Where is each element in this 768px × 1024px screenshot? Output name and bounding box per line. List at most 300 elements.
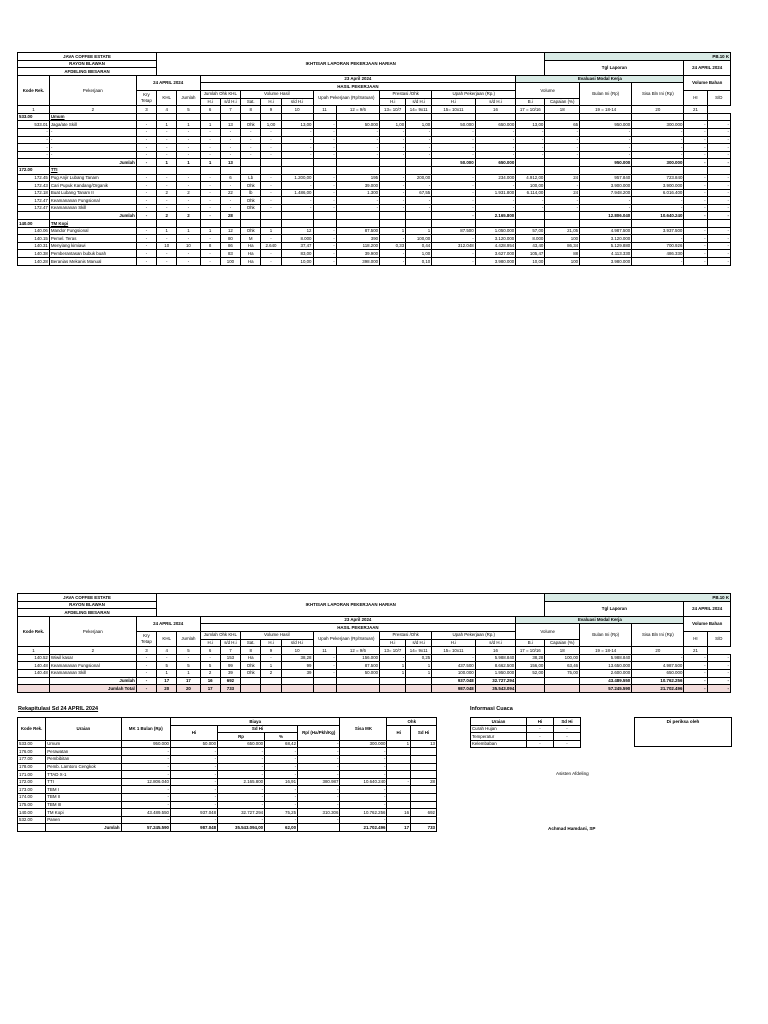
rekap-cell: -: [170, 755, 217, 763]
data-cell: -: [18, 144, 50, 152]
data-cell: -: [632, 136, 684, 144]
subheader-cell: H.i: [432, 98, 475, 106]
data-cell: -: [220, 204, 240, 212]
cuaca-row: [471, 725, 581, 733]
data-cell: -: [684, 128, 707, 136]
table-row: [18, 151, 731, 159]
data-cell: 723.840: [632, 174, 684, 182]
data-cell: 39.900: [336, 250, 379, 258]
rekap-cell: [411, 793, 437, 801]
table-row: [18, 654, 731, 662]
rekap-cell: 176.00: [18, 748, 46, 756]
rekap-cell: 950.000: [121, 740, 170, 748]
rekap-cell: -: [265, 801, 298, 809]
cuaca-header-cell: Sd Hi: [554, 718, 581, 726]
rekap-cell: -: [170, 801, 217, 809]
data-cell: -: [200, 128, 220, 136]
data-cell: 20: [177, 685, 200, 693]
rekap-cell: [411, 786, 437, 794]
data-cell: 43.489.550: [580, 677, 632, 685]
empty-cell: [136, 113, 156, 121]
col-number: 4: [157, 647, 177, 655]
data-cell: 105,47: [516, 250, 545, 258]
data-cell: -: [632, 654, 684, 662]
data-cell: 300.000: [632, 159, 684, 167]
data-cell: 86,34: [545, 242, 580, 250]
col-number: 10: [281, 647, 313, 655]
rekap-cell: -: [298, 801, 340, 809]
rekap-cell: -: [340, 793, 387, 801]
volume-bahan-header: Volume Bahan: [684, 75, 731, 90]
table-row: [18, 174, 731, 182]
data-cell: -: [200, 189, 220, 197]
data-cell: 172.45: [18, 174, 50, 182]
rekap-cell: -: [265, 771, 298, 779]
data-cell: 1: [406, 669, 432, 677]
empty-cell: [281, 220, 313, 228]
data-cell: -: [136, 654, 156, 662]
section-code: 172.00: [18, 166, 50, 174]
data-cell: -: [157, 235, 177, 243]
data-cell: 10,00: [281, 258, 313, 266]
rekap-row: [18, 801, 437, 809]
cuaca-cell: Curah Hujan: [471, 725, 527, 733]
data-cell: 172.18: [18, 189, 50, 197]
subheader-cell: s/d H.i: [220, 639, 240, 647]
col-khl: KHL: [157, 90, 177, 105]
data-cell: -: [380, 182, 406, 190]
data-cell: -: [177, 144, 200, 152]
empty-cell: [177, 113, 200, 121]
data-cell: 63,46: [545, 662, 580, 670]
empty-cell: [261, 166, 281, 174]
data-cell: -: [707, 189, 730, 197]
subtotal-row: [18, 212, 731, 220]
rekap-col-sdhi: Sd Hi: [218, 725, 298, 733]
data-cell: 1,00: [261, 121, 281, 129]
rekap-cell: 532.00: [18, 816, 46, 824]
data-cell: -: [136, 204, 156, 212]
cuaca-header-cell: Uraian: [471, 718, 527, 726]
empty-cell: [336, 166, 379, 174]
data-cell: -: [177, 204, 200, 212]
rekap-cell: [387, 816, 411, 824]
rekap-cell: -: [265, 816, 298, 824]
col-number: 3: [136, 647, 156, 655]
empty-cell: [136, 220, 156, 228]
data-cell: 38,28: [516, 654, 545, 662]
subheader-cell: H.i: [200, 98, 220, 106]
empty-cell: [336, 113, 379, 121]
data-cell: -: [380, 189, 406, 197]
data-cell: Pug Anjir Lubang Tanam: [49, 174, 136, 182]
data-cell: -: [684, 174, 707, 182]
data-cell: -: [406, 136, 432, 144]
tgl-laporan-label: Tgl Laporan: [545, 601, 684, 616]
data-cell: 4.428.954: [475, 242, 516, 250]
rekap-cell: 140.00: [18, 809, 46, 817]
rekap-cell: -: [121, 763, 170, 771]
empty-cell: [580, 166, 632, 174]
data-cell: -: [707, 128, 730, 136]
col-number: 15= 10x11: [432, 106, 475, 114]
empty-cell: [632, 113, 684, 121]
col-number: 21: [684, 647, 707, 655]
data-cell: M: [241, 235, 261, 243]
data-cell: 4.987.500: [632, 662, 684, 670]
data-cell: -: [157, 136, 177, 144]
total-row: [18, 685, 731, 693]
cuaca-cell: -: [527, 740, 554, 748]
rekap-cell: -: [298, 748, 340, 756]
data-cell: -: [241, 136, 261, 144]
data-cell: [313, 677, 336, 685]
data-cell: 140.48: [18, 662, 50, 670]
data-cell: 3.120.000: [475, 235, 516, 243]
data-cell: 1,00: [406, 121, 432, 129]
data-cell: [18, 212, 50, 220]
subheader-cell: H.i: [200, 639, 220, 647]
evaluasi-header: Evaluasi Modal Kerja: [516, 616, 684, 624]
col-sisa: Sisa Bln Ini (Rp): [632, 83, 684, 106]
col-number: 1: [18, 647, 50, 655]
data-cell: -: [177, 197, 200, 205]
form-code: PB.10 K: [545, 594, 731, 602]
data-cell: 692: [220, 677, 240, 685]
data-cell: -: [261, 654, 281, 662]
data-cell: 140.38: [18, 250, 50, 258]
data-cell: -: [136, 662, 156, 670]
data-cell: [516, 212, 545, 220]
data-cell: Mandor Fungsional: [49, 227, 136, 235]
data-cell: -: [261, 151, 281, 159]
form-code: PB.10 K: [545, 53, 731, 61]
rekap-cell: -: [121, 801, 170, 809]
data-cell: -: [177, 151, 200, 159]
data-cell: -: [136, 189, 156, 197]
data-cell: 100.000: [432, 669, 475, 677]
data-cell: 4.113.330: [580, 250, 632, 258]
data-cell: 87.500: [336, 227, 379, 235]
empty-cell: [545, 166, 580, 174]
rekap-cell: -: [170, 816, 217, 824]
data-cell: -: [220, 197, 240, 205]
data-cell: 21.702.496: [632, 685, 684, 693]
empty-cell: [157, 220, 177, 228]
data-cell: [18, 677, 50, 685]
empty-cell: [580, 113, 632, 121]
data-cell: -: [261, 197, 281, 205]
data-cell: -: [707, 204, 730, 212]
col-number: 17 = 10/16: [516, 106, 545, 114]
data-cell: -: [380, 250, 406, 258]
data-cell: 1: [200, 159, 220, 167]
data-cell: [313, 685, 336, 693]
data-cell: [241, 159, 261, 167]
data-cell: -: [380, 151, 406, 159]
data-cell: -: [241, 144, 261, 152]
data-cell: -: [313, 189, 336, 197]
empty-cell: [707, 220, 730, 228]
data-cell: Ha: [241, 258, 261, 266]
rekap-cell: -: [121, 786, 170, 794]
data-cell: [516, 685, 545, 693]
section-name: Umum: [49, 113, 136, 121]
data-cell: -: [200, 144, 220, 152]
data-cell: -: [136, 144, 156, 152]
data-cell: Pemel. Teras: [49, 235, 136, 243]
data-cell: -: [580, 128, 632, 136]
data-cell: -: [707, 242, 730, 250]
data-cell: 8.000: [281, 235, 313, 243]
data-cell: -: [707, 144, 730, 152]
date-center: 23 April 2024: [200, 75, 516, 83]
data-cell: -: [432, 189, 475, 197]
data-cell: 10: [157, 242, 177, 250]
data-cell: 3.980.000: [580, 258, 632, 266]
data-cell: 300.000: [632, 121, 684, 129]
data-cell: [516, 677, 545, 685]
data-cell: Buat Lubang Tanam II: [49, 189, 136, 197]
rekap-total-cell: 21.702.496: [340, 824, 387, 832]
col-number: 12 = 9/6: [336, 106, 379, 114]
data-cell: 937.048: [432, 677, 475, 685]
data-cell: -: [241, 151, 261, 159]
data-cell: [281, 159, 313, 167]
report-page-1: [17, 52, 731, 266]
data-cell: -: [261, 189, 281, 197]
data-cell: -: [313, 235, 336, 243]
section-row: [18, 166, 731, 174]
data-cell: -: [684, 204, 707, 212]
report-page-2: [17, 593, 731, 693]
data-cell: Wiwil kasar: [49, 654, 136, 662]
data-cell: Keamananan Skill: [49, 669, 136, 677]
data-cell: -: [136, 121, 156, 129]
data-cell: [336, 677, 379, 685]
col-vol-hasil: Volume Hasil: [241, 631, 313, 639]
rekap-cell: -: [218, 771, 265, 779]
table-row: [18, 189, 731, 197]
data-cell: [18, 159, 50, 167]
col-prestasi: Prestasi /Ohk: [380, 90, 432, 98]
rekap-row: [18, 771, 437, 779]
data-cell: -: [200, 182, 220, 190]
data-cell: Ohk: [241, 121, 261, 129]
data-cell: -: [136, 197, 156, 205]
data-cell: 1: [157, 159, 177, 167]
data-cell: 0,33: [380, 242, 406, 250]
table-row: [18, 235, 731, 243]
col-number: 7: [220, 647, 240, 655]
data-cell: -: [177, 258, 200, 266]
data-cell: -: [313, 662, 336, 670]
section-code: 533.00: [18, 113, 50, 121]
data-cell: 195: [336, 174, 379, 182]
data-cell: 13,00: [281, 121, 313, 129]
data-cell: 13,00: [516, 121, 545, 129]
col-vol-hasil: Volume Hasil: [241, 90, 313, 98]
col-number: 7: [220, 106, 240, 114]
rekap-cell: -: [340, 771, 387, 779]
rekap-total: [18, 824, 437, 832]
data-cell: -: [545, 197, 580, 205]
rekap-cell: [387, 771, 411, 779]
data-cell: -: [684, 250, 707, 258]
data-cell: -: [707, 250, 730, 258]
data-cell: -: [707, 227, 730, 235]
empty-cell: [177, 166, 200, 174]
data-cell: 1.486,00: [281, 189, 313, 197]
data-cell: -: [684, 189, 707, 197]
empty-cell: [220, 220, 240, 228]
col-kode: Kode Rek.: [18, 616, 50, 646]
data-cell: -: [157, 151, 177, 159]
cuaca-cell: -: [554, 740, 581, 748]
data-cell: 99: [281, 662, 313, 670]
data-cell: -: [684, 159, 707, 167]
rekap-cell: -: [340, 755, 387, 763]
data-cell: -: [380, 136, 406, 144]
data-cell: 700.926: [632, 242, 684, 250]
data-cell: -: [707, 685, 730, 693]
empty-cell: [580, 220, 632, 228]
section-code: 140.00: [18, 220, 50, 228]
col-kry: Kry Tetap: [136, 90, 156, 105]
hasil-pekerjaan: HASIL PEKERJAAN: [200, 83, 516, 91]
data-cell: 486.330: [632, 250, 684, 258]
data-cell: -: [545, 204, 580, 212]
data-cell: -: [177, 182, 200, 190]
data-cell: [261, 212, 281, 220]
rekap-cell: 43.489.550: [121, 809, 170, 817]
data-cell: 10: [177, 242, 200, 250]
empty-cell: [380, 113, 406, 121]
subheader-cell: s/d H.i: [281, 639, 313, 647]
data-cell: -: [313, 182, 336, 190]
cuaca-cell: Kelembaban: [471, 740, 527, 748]
subheader-cell: Sat.: [241, 639, 261, 647]
data-cell: 80: [220, 235, 240, 243]
data-cell: Jumlah: [49, 677, 136, 685]
empty-cell: [200, 166, 220, 174]
data-cell: 1: [380, 669, 406, 677]
rekap-cell: 1: [387, 740, 411, 748]
col-number: 20: [632, 647, 684, 655]
data-cell: 1: [157, 669, 177, 677]
data-cell: [516, 159, 545, 167]
empty-cell: [475, 220, 516, 228]
data-cell: 437.500: [432, 662, 475, 670]
rekap-cell: TBM III: [46, 801, 121, 809]
rekap-total-cell: 35.543.094,00: [218, 824, 265, 832]
table-row: [18, 662, 731, 670]
afdeling-name: AFDELING BESARAN: [18, 68, 157, 76]
header-row: [18, 594, 731, 602]
rekap-cell: [387, 755, 411, 763]
tgl-laporan-value: 24 APRIL 2024: [684, 601, 731, 616]
rekap-cell: -: [121, 816, 170, 824]
col-number: 8: [241, 647, 261, 655]
rayon-name: RAYON BLAWAN: [18, 60, 157, 68]
subheader-cell: s/d H.i: [475, 98, 516, 106]
data-cell: [313, 159, 336, 167]
data-cell: 533.01: [18, 121, 50, 129]
data-cell: 1: [157, 121, 177, 129]
data-cell: -: [516, 197, 545, 205]
data-cell: 24: [545, 189, 580, 197]
subheader-cell: Capaian (%): [545, 639, 580, 647]
empty-cell: [406, 220, 432, 228]
data-cell: -: [136, 250, 156, 258]
col-volume: Volume: [516, 624, 580, 639]
data-cell: [18, 685, 50, 693]
data-cell: -: [380, 258, 406, 266]
rekap-cell: -: [265, 748, 298, 756]
data-cell: -: [136, 136, 156, 144]
rekap-cell: -: [340, 786, 387, 794]
rekap-cell: -: [340, 816, 387, 824]
date-left: 24 APRIL 2024: [136, 616, 200, 631]
data-cell: 4.912,00: [516, 174, 545, 182]
data-cell: -: [18, 136, 50, 144]
data-cell: -: [380, 128, 406, 136]
col-khl: KHL: [157, 631, 177, 646]
data-cell: -: [475, 182, 516, 190]
col-number: 6: [200, 106, 220, 114]
rekap-cell: 937.048: [170, 809, 217, 817]
col-number: 1: [18, 106, 50, 114]
rekap-col-kode: Kode Rek.: [18, 718, 46, 741]
col-upah-rp: Upah Pekerjaan (Rp.): [432, 90, 516, 98]
data-cell: -: [136, 174, 156, 182]
data-cell: 0,44: [406, 242, 432, 250]
rekap-cell: [387, 801, 411, 809]
data-cell: -: [632, 151, 684, 159]
subheader-cell: B.i: [516, 639, 545, 647]
data-cell: -: [136, 159, 156, 167]
data-cell: -: [406, 144, 432, 152]
data-cell: 17: [200, 685, 220, 693]
data-cell: -: [475, 204, 516, 212]
data-cell: -: [516, 204, 545, 212]
data-cell: -: [707, 677, 730, 685]
data-cell: 50.000: [336, 121, 379, 129]
data-cell: 17: [157, 677, 177, 685]
data-cell: 57,00: [516, 227, 545, 235]
data-cell: -: [157, 128, 177, 136]
data-cell: -: [136, 685, 156, 693]
empty-cell: [684, 166, 707, 174]
data-cell: [261, 159, 281, 167]
data-cell: 1.050.000: [475, 227, 516, 235]
data-cell: Menyiang kimiawi: [49, 242, 136, 250]
data-cell: [241, 685, 261, 693]
col-number: 2: [49, 647, 136, 655]
data-cell: -: [632, 235, 684, 243]
rekap-cell: [411, 755, 437, 763]
rekap-cell: -: [121, 755, 170, 763]
data-cell: [545, 685, 580, 693]
data-cell: -: [475, 197, 516, 205]
rekap-cell: -: [218, 786, 265, 794]
asisten-name: Achmad Hamdani, SP: [548, 826, 596, 831]
data-cell: 172.43: [18, 182, 50, 190]
rekap-cell: [387, 748, 411, 756]
col-pekerjaan: Pekerjaan: [49, 616, 136, 646]
col-kry: Kry Tetap: [136, 631, 156, 646]
empty-cell: [220, 113, 240, 121]
